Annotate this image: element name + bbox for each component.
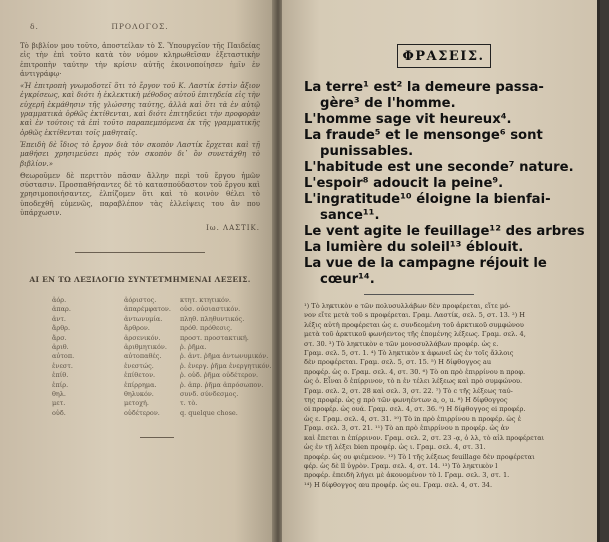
- sentence-line: La terre¹ est² la demeure passa-: [304, 80, 544, 95]
- abbreviation-pair: ῥ. ἀντ. ῥῆμα ἀντωνυμικόν.: [180, 352, 269, 361]
- sentence-line: La lumière du soleil¹³ éblouit.: [304, 240, 524, 255]
- abbreviation-meaning: ἀπαρέμφατον.: [124, 305, 171, 314]
- footnote-rule: [364, 294, 474, 295]
- section-title: ΦΡΑΣΕΙΣ.: [402, 48, 485, 64]
- abbreviation-meaning: ἐπίθετον.: [124, 371, 156, 380]
- abbreviation-term: ἐνεστ.: [52, 361, 73, 370]
- abbreviation-term: ἐπίρ.: [52, 380, 69, 389]
- abbreviation-term: ἄρθρ.: [52, 324, 71, 333]
- abbreviation-term: ἐπίθ.: [52, 371, 69, 380]
- sentence-line: cœur¹⁴.: [320, 272, 375, 287]
- preface-paragraph: Τὸ βιβλίον μου τοῦτο, ἀποστείλαν τὸ Σ. Ὑπουργεῖον τῆς Παιδείας εἰς τὴν ἐπὶ τοῦτο κατὰ τὸν νόμον κληρωθεῖσαν ἐξεταστικὴν ἐπιτροπὴν ταύτην τὴν κρίσιν αὐτῆς ἐκοινοποίησεν ἡμῖν ἐν ἀντιγράφῳ·: [20, 42, 260, 78]
- sentence-line: L'ingratitude¹⁰ éloigne la bienfai-: [304, 192, 551, 207]
- sentence-line: L'homme sage vit heureux⁴.: [304, 112, 512, 127]
- abbreviation-term: ἀπαρ.: [52, 305, 71, 314]
- section-title-box: [397, 44, 491, 68]
- abbreviation-pair: ῥ. ῥῆμα.: [180, 342, 207, 351]
- abbreviation-meaning: θηλυκόν.: [124, 390, 154, 398]
- footnote-line: της προφέρ. ὡς g πρὸ τῶν φωνηέντων a, o, u. ⁸) Η δίφθογγος: [304, 396, 508, 405]
- abbreviation-meaning: οὐδέτερον.: [124, 408, 160, 417]
- abbreviation-meaning: ἐνεστώς.: [124, 361, 154, 370]
- footnote-line: ¹) Τὸ ληκτικὸν e τῶν πολυσυλλάβων δὲν προφέρεται, εἴτε μό-: [304, 302, 511, 310]
- footnote-line: λέξις αὐτὴ προφέρεται ὡς ε. συνδεομένη τοῦ ἀρκτικοῦ συμφώνου: [304, 320, 524, 329]
- footnotes: [304, 302, 583, 490]
- end-rule: [140, 437, 174, 438]
- left-page: [0, 0, 276, 542]
- abbreviation-pair: πληθ. πληθυντικός.: [180, 314, 245, 323]
- abbreviation-term: ἀριθ.: [52, 342, 69, 351]
- abbreviation-pair: ῥ. ἐνεργ. ῥῆμα ἐνεργητικόν.: [180, 361, 272, 370]
- sentence-line: sance¹¹.: [320, 208, 380, 223]
- abbreviation-pair: ῥ. οὐδ. ῥῆμα οὐδέτερον.: [180, 371, 259, 380]
- page-number: δ.: [30, 22, 39, 31]
- abbreviations-heading: ΑΙ ΕΝ ΤΩ ΛΕΞΙΛΟΓΙΩ ΣΥΝΤΕΤΜΗΜΕΝΑΙ ΛΕΞΕΙΣ.: [29, 274, 251, 284]
- abbreviation-pair: κτητ. κτητικόν.: [180, 295, 231, 304]
- footnote-line: ὡς ε. Γραμ. σελ. 4, στ. 31. ¹⁰) Τὸ in πρὸ ἐπιρρίνου n προφέρ. ὡς ἐ: [304, 414, 522, 423]
- abbreviation-meaning: μετοχή.: [124, 399, 150, 408]
- divider-rule: [75, 252, 205, 253]
- abbreviation-meaning: ἀριθμητικόν.: [124, 342, 167, 351]
- preface-paragraph: Ἐπειδὴ δὲ ἴδιος τὸ ἔργον διὰ τὸν σκοπὸν Λαστίκ ἔρχεται καὶ τῇ μαθήσει χρησιμεύσει πρὸς τὸν σκοπὸν δι᾽ ὃν συνετάχθη τὸ βιβλίον.»: [20, 140, 260, 168]
- abbreviation-pair: συνδ. σύνδεσμος.: [180, 390, 239, 398]
- abbreviation-term: ἀόρ.: [52, 295, 67, 304]
- footnote-line: Γραμ. σελ. 2, στ. 28 καὶ σελ. 3, στ. 22. ⁷) Τὸ c τῆς λέξεως ταύ-: [304, 386, 513, 395]
- french-sentences: [304, 80, 583, 288]
- footnote-line: καὶ ἔπεται n ἐπίρρινον. Γραμ. σελ. 2, στ. 23 -ᾳ, ὁ λλ, τὸ αἰλ προφέρεται: [304, 433, 545, 442]
- abbreviation-pair: οὐσ. οὐσιαστικόν.: [180, 305, 241, 314]
- footnote-line: προφέρ. ὡς ο. Γραμ. σελ. 4, στ. 30. ⁶) Τὸ on πρὸ ἐπιρρίνου n προφ.: [304, 367, 526, 376]
- running-title: ΠΡΟΛΟΓΟΣ.: [111, 22, 169, 31]
- abbreviation-meaning: αὐτοπαθές.: [124, 352, 162, 361]
- preface-paragraph: «Ἡ ἐπιτροπὴ γνωμοδοτεῖ ὅτι τὸ ἔργον τοῦ Κ. Λαστίκ ἐστὶν ἄξιον ἐγκρίσεως, καὶ διότι ἡ ἐκλεκτικὴ μέθοδος αὐτοῦ ἐπιτηδεία εἰς τὴν εὐχερῆ ἐκμάθησιν τῆς γλώσσης ταύτης, ἀλλὰ καὶ ὅτι τὰ ἐν αὐτῷ γραμματικὰ ὀρθῶς ἐκτίθενται, καὶ διότι ἐπιτηδεύει τὴν προφορὰν καὶ ἐν τούτοις τὰ ἐπὶ τοῦτο παραπεμπόμενα ἐκ τῆς γραμματικῆς ὀρθῶς ἐκτίθενται τοῖς μαθηταῖς.: [20, 82, 260, 137]
- abbreviation-meaning: ἄρθρον.: [124, 324, 150, 333]
- sentence-line: punissables.: [320, 144, 414, 159]
- footnote-line: νον εἴτε μετὰ τοῦ s προφέρεται. Γραμ. Λαστίκ, σελ. 5, στ. 13. ²) Η: [304, 311, 526, 320]
- abbreviation-term: ἀντ.: [52, 314, 67, 323]
- abbreviation-pair: προστ. προστακτική.: [180, 333, 249, 342]
- footnote-line: ὡς ἐν τῇ λέξει bien προφέρ. ὡς ι. Γραμ. σελ. 4, στ. 31.: [304, 443, 486, 452]
- sentence-line: gère³ de l'homme.: [320, 96, 456, 111]
- footnote-line: ¹⁴) Η δίφθογγος œu προφέρ. ὡς eu. Γραμ. σελ. 4, στ. 34.: [304, 480, 493, 489]
- footnote-line: φέρ. ὡς δὲ ll ὑγρὸν. Γραμ. σελ. 4, στ. 14. ¹³) Τὸ ληκτικὸν l: [304, 461, 498, 470]
- preface-paragraph: Θεωροῦμεν δὲ περιττὸν πᾶσαν ἄλλην περὶ τοῦ ἔργου ἡμῶν σύστασιν. Προσπαθήσαντες δὲ τὸ κατασπούδαστον τοῦ ἔργου καὶ χρησιμοποιήσαντες, ἐλπίζομεν ὅτι καὶ τὸ κοινὸν θέλει τὸ ὑποδεχθῆ εὐμενῶς, παραβλέπον τὰς ἐλλείψεις του ἂν που ὑπάρχωσιν.: [20, 171, 260, 218]
- abbreviation-term: αὐτοπ.: [52, 352, 75, 361]
- footnote-line: Γραμ. σελ. 3, στ. 21. ¹¹) Τὸ an πρὸ ἐπιρρίνου n προφέρ. ὡς ἀν: [304, 424, 510, 433]
- sentence-line: La vue de la campagne réjouit le: [304, 256, 547, 271]
- sentence-line: Le vent agite le feuillage¹² des arbres: [304, 224, 585, 239]
- abbreviation-term: ἄρσ.: [52, 333, 67, 342]
- footnote-line: oi προφέρ. ὡς ουά. Γραμ. σελ. 4, στ. 36. ⁹) Η δίφθογγος ei προφέρ.: [304, 405, 526, 414]
- right-page: [282, 0, 600, 542]
- footnote-line: προφέρ. ὡς ου φιέμενον. ¹²) Τὸ l τῆς λέξεως feuillage δὲν προφέρεται: [304, 452, 535, 461]
- left-running-head: [20, 22, 260, 34]
- abbreviation-meaning: ἀρσενικόν.: [124, 333, 161, 342]
- sentence-line: L'espoir⁸ adoucit la peine⁹.: [304, 176, 504, 191]
- author-signature: Ιω. ΛΑΣΤΙΚ.: [206, 224, 260, 233]
- footnote-line: μετὰ τοῦ ἀρκτικοῦ φωνήεντος τῆς ἑπομένης λέξεως. Γραμ. σελ. 4,: [304, 330, 526, 339]
- sentence-line: La fraude⁵ et le mensonge⁶ sont: [304, 128, 543, 143]
- abbreviation-pair: τ. τὸ.: [180, 399, 198, 408]
- footnote-line: δὲν προφέρεται. Γραμ. σελ. 5, στ. 15. ⁵) Η δίφθογγος au: [304, 358, 492, 367]
- abbreviation-term: μετ.: [52, 399, 66, 408]
- abbreviation-pair: q. quelque chose.: [180, 408, 238, 417]
- sentence-line: L'habitude est une seconde⁷ nature.: [304, 160, 574, 175]
- footnote-line: ὡς ὀ. Εἶναι ὅ ἐπίρρινον, τὸ n ἐν τέλει λέξεως καὶ πρὸ συμφώνου.: [304, 377, 523, 386]
- abbreviation-term: οὐδ.: [52, 408, 66, 417]
- abbreviation-term: θηλ.: [52, 390, 66, 398]
- abbreviation-meaning: ἀντωνυμία.: [124, 314, 163, 323]
- footnote-line: προφέρ. ἐπειδὴ λήγει μὲ ἀκουομένον τὸ l. Γραμ. σελ. 3, στ. 1.: [304, 471, 510, 480]
- footnote-line: Γραμ. σελ. 5, στ. 1. ⁴) Τὸ ληκτικὸν x ἀφωνεῖ ὡς ἐν τοῖς ἄλλοις: [304, 349, 514, 358]
- abbreviation-meaning: ἀόριστος.: [124, 295, 157, 304]
- abbreviation-meaning: ἐπίρρημα.: [124, 380, 157, 389]
- abbreviations-list: [20, 295, 272, 417]
- abbreviation-pair: πρόθ. πρόθεσις.: [180, 324, 233, 333]
- abbreviation-pair: ῥ. ἀπρ. ῥῆμα ἀπρόσωπον.: [180, 380, 264, 389]
- footnote-line: στ. 30. ³) Τὸ ληκτικὸν e τῶν μονοσυλλάβων προφέρ. ὡς ε.: [304, 339, 499, 348]
